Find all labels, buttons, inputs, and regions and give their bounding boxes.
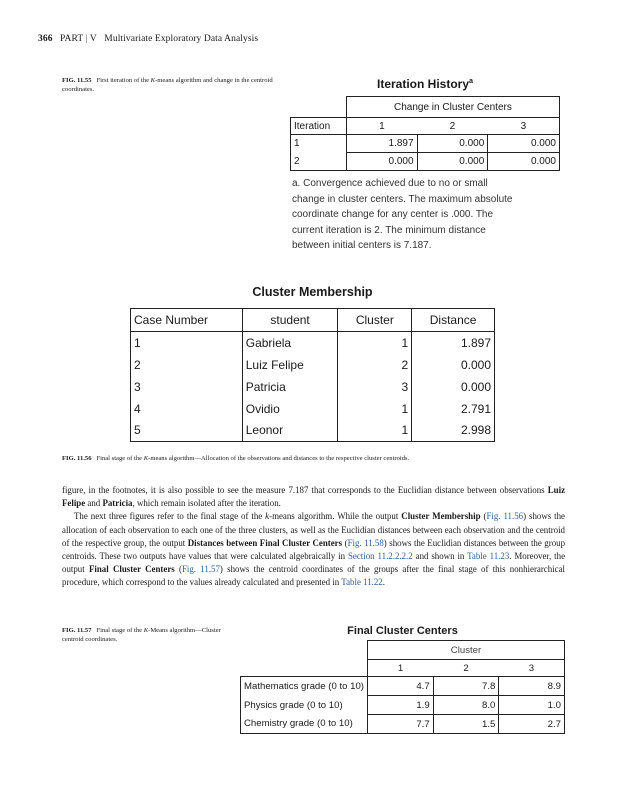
iteration-history-title-text: Iteration History xyxy=(376,77,469,91)
iteration-value: 0.000 xyxy=(488,135,560,153)
fc-corner xyxy=(241,641,368,660)
table-row xyxy=(131,420,495,442)
fc-col-2: 2 xyxy=(433,660,499,677)
iteration-footnote xyxy=(292,176,567,254)
iteration-value: 0.000 xyxy=(417,135,488,153)
p1-text: figure, in the footnotes, it is also possible to see the measure 7.187 that corresponds to the Euclidian distance between observations xyxy=(62,485,545,495)
cm-student: Gabriela xyxy=(242,332,338,354)
iteration-value: 1.897 xyxy=(346,135,417,153)
table-row xyxy=(131,398,495,420)
cm-header-student: student xyxy=(242,309,338,332)
iteration-col-1: 1 xyxy=(346,118,417,135)
p2-k: k xyxy=(265,511,270,522)
footnote-line: between initial centers is 7.187. xyxy=(292,240,432,251)
iteration-value: 0.000 xyxy=(346,153,417,171)
p2-cluster-membership: Cluster Membership xyxy=(401,511,481,522)
page-number: 366 xyxy=(38,34,53,44)
table-row xyxy=(241,677,565,696)
final-centers-table xyxy=(240,640,565,734)
cm-cluster: 2 xyxy=(338,354,412,376)
table-row xyxy=(131,332,495,354)
cm-case: 1 xyxy=(131,332,243,354)
cm-header-cluster: Cluster xyxy=(338,309,412,332)
iteration-value: 0.000 xyxy=(417,153,488,171)
cm-cluster: 1 xyxy=(338,420,412,442)
fc-col-3: 3 xyxy=(499,660,565,677)
footnote-line: current iteration is 2. The minimum distance xyxy=(292,224,486,236)
fig57-caption xyxy=(62,626,242,644)
p2-f: . Moreover, the output xyxy=(62,551,566,575)
fc-value: 1.0 xyxy=(499,696,565,715)
paragraph-1 xyxy=(62,484,565,510)
cm-cluster: 1 xyxy=(338,332,412,354)
iteration-history-title-sup: a xyxy=(469,76,473,85)
fig57-caption-k: K xyxy=(143,627,149,634)
p2-d: ) shows the Euclidian distances between the group centroids. These two outputs have values that were calculated algebraically in xyxy=(62,537,566,562)
p2-lp: ( xyxy=(178,564,182,575)
iteration-history-title xyxy=(290,76,560,91)
iteration-row-header: Iteration xyxy=(291,118,347,135)
iteration-row xyxy=(291,135,560,153)
iteration-group-header: Change in Cluster Centers xyxy=(346,97,559,118)
final-centers-title: Final Cluster Centers xyxy=(347,625,458,637)
cm-student: Luiz Felipe xyxy=(242,354,338,376)
p2-lp: ( xyxy=(344,537,348,548)
iteration-num: 1 xyxy=(291,135,347,153)
p1-end: , which remain isolated after the iteration. xyxy=(132,498,281,509)
fc-col-1: 1 xyxy=(367,660,433,677)
cm-header-distance: Distance xyxy=(412,309,495,332)
fig55-label: FIG. 11.55 xyxy=(62,77,92,84)
xref-fig56[interactable]: Fig. 11.56 xyxy=(486,511,524,522)
cm-student: Leonor xyxy=(242,420,338,442)
iteration-col-2: 2 xyxy=(417,118,488,135)
cm-distance: 2.791 xyxy=(460,401,491,416)
fig55-caption-post: -means algorithm and change in the centroid coordinates. xyxy=(62,77,273,93)
iteration-value: 0.000 xyxy=(488,153,560,171)
p2-distances: Distances between Final Cluster Centers xyxy=(187,537,343,548)
fig56-caption-post: -means algorithm—Allocation of the observations and distances to the respective cluster centroids. xyxy=(148,455,410,462)
cm-case: 4 xyxy=(131,398,243,420)
fc-value: 7.7 xyxy=(367,715,433,734)
fc-value: 8.0 xyxy=(433,696,499,715)
part-label: PART xyxy=(60,34,84,44)
footnote-line: a. Convergence achieved due to no or small xyxy=(292,178,488,189)
table-row xyxy=(241,715,565,734)
head-separator: | xyxy=(85,34,88,44)
paragraph-2 xyxy=(62,510,565,589)
cluster-membership-title: Cluster Membership xyxy=(252,285,373,299)
fig56-caption-pre: Final stage of the xyxy=(96,455,143,462)
fc-value: 8.9 xyxy=(499,677,565,696)
fc-row-label: Mathematics grade (0 to 10) xyxy=(241,677,368,696)
table-row xyxy=(131,354,495,376)
p2-end: . xyxy=(382,577,385,588)
table-row xyxy=(131,376,495,398)
part-number: V xyxy=(89,34,97,44)
cm-case: 2 xyxy=(131,354,243,376)
iteration-row xyxy=(291,153,560,171)
cm-distance: 0.000 xyxy=(460,357,491,372)
fig57-caption-pre: Final stage of the xyxy=(96,627,143,634)
p2-lp: ( xyxy=(483,511,487,522)
cm-distance: 2.998 xyxy=(460,423,491,438)
fig57-label: FIG. 11.57 xyxy=(62,627,92,634)
fig57-caption-post: -Means algorithm—Cluster centroid coordinates. xyxy=(62,627,221,643)
fc-row-label: Physics grade (0 to 10) xyxy=(241,696,368,715)
fc-value: 2.7 xyxy=(499,715,565,734)
table-row xyxy=(241,696,565,715)
fig55-caption-pre: First iteration of the xyxy=(96,77,150,84)
fc-value: 4.7 xyxy=(367,677,433,696)
xref-table23[interactable]: Table 11.23 xyxy=(467,551,510,562)
fig56-caption-k: K xyxy=(143,455,149,462)
fc-row-label: Chemistry grade (0 to 10) xyxy=(241,715,368,734)
fc-value: 1.5 xyxy=(433,715,499,734)
xref-table22[interactable]: Table 11.22 xyxy=(341,577,383,588)
p2-final-cluster-centers: Final Cluster Centers xyxy=(88,564,175,575)
iteration-corner xyxy=(291,97,347,118)
cm-student: Ovidio xyxy=(242,398,338,420)
p2-c: ) shows the allocation of each observation to each one of the three clusters, as well as the Euclidian distances between each observation and the centroid of the respective group, the output xyxy=(62,511,565,548)
footnote-line: change in cluster centers. The maximum absolute xyxy=(292,193,513,205)
xref-section[interactable]: Section 11.2.2.2.2 xyxy=(347,551,413,562)
fc-group-header: Cluster xyxy=(367,641,564,660)
p1-and: and xyxy=(87,498,101,509)
iteration-history-table xyxy=(290,96,560,171)
fc-value: 1.9 xyxy=(367,696,433,715)
xref-fig57[interactable]: Fig. 11.57 xyxy=(181,564,220,575)
cm-header-case: Case Number xyxy=(131,309,243,332)
fc-value: 7.8 xyxy=(433,677,499,696)
cm-distance: 0.000 xyxy=(460,379,491,394)
body-text xyxy=(62,484,565,590)
running-head xyxy=(38,34,258,44)
fc-corner-2 xyxy=(241,660,368,677)
cm-cluster: 1 xyxy=(338,398,412,420)
iteration-col-3: 3 xyxy=(488,118,560,135)
fig55-caption-k: K xyxy=(150,77,156,84)
cm-case: 3 xyxy=(131,376,243,398)
cm-cluster: 3 xyxy=(338,376,412,398)
running-title: Multivariate Exploratory Data Analysis xyxy=(104,34,259,44)
cluster-membership-table xyxy=(130,308,495,442)
iteration-num: 2 xyxy=(291,153,347,171)
footnote-line: coordinate change for any center is .000. The xyxy=(292,209,494,220)
cm-case: 5 xyxy=(131,420,243,442)
p2-g: ) shows the centroid coordinates of the groups after the final stage of this nonhierarchical procedure, which correspond to the values already calculated and presented in xyxy=(62,564,565,588)
p2-b: -means algorithm. While the output xyxy=(269,511,399,522)
fig56-caption xyxy=(62,454,565,463)
p2-e: and shown in xyxy=(415,551,465,562)
fig55-caption xyxy=(62,76,292,94)
fig56-label: FIG. 11.56 xyxy=(62,455,92,462)
p1-bold-luiz: Luiz Felipe xyxy=(62,485,566,509)
p2-a: The next three figures refer to the final stage of the xyxy=(74,511,263,522)
p1-bold-patricia: Patricia xyxy=(102,498,133,509)
cm-student: Patricia xyxy=(242,376,338,398)
cm-distance: 1.897 xyxy=(460,335,491,350)
xref-fig58[interactable]: Fig. 11.58 xyxy=(347,537,384,548)
